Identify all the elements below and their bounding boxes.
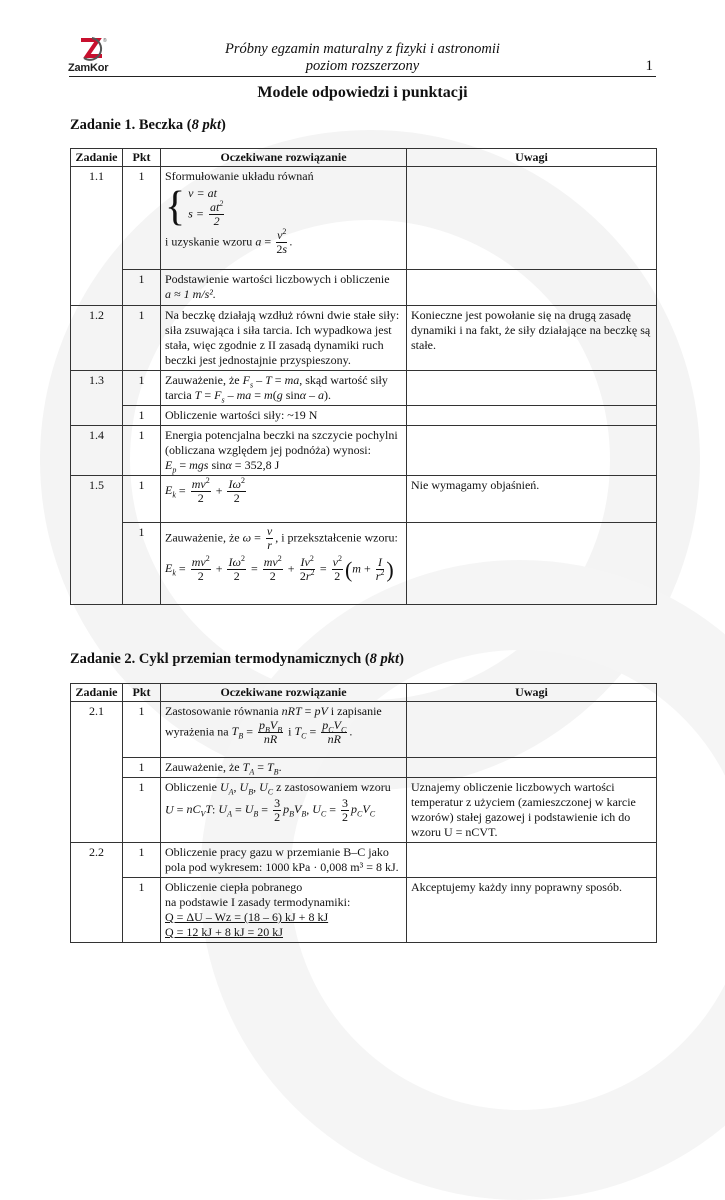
points: 1 (123, 702, 161, 758)
answer-cell: Obliczenie $U_A$, $U_B$, $U_C$ z zastosowaniem wzoru $U = nC_VT$: $U_A = U_B$ = $\frac{3}{2}$ $p_BV_B$, $U_C$ = $\frac{3}{2}$ $p_CV_C$ (161, 778, 407, 843)
col-header-task: Zadanie (71, 149, 123, 167)
col-header-answer: Oczekiwane rozwiązanie (161, 684, 407, 702)
task-id: 1.2 (71, 306, 123, 371)
table-row (71, 702, 657, 758)
page-header (200, 41, 525, 75)
points: 1 (123, 426, 161, 476)
notes-cell (407, 843, 657, 878)
table-row (71, 476, 657, 523)
notes-cell: Konieczne jest powołanie się na drugą zasadę dynamiki i na fakt, że siły działające na beczkę są stałe. (407, 306, 657, 371)
brace-symbol: { (165, 183, 186, 230)
task-id: 1.1 (71, 167, 123, 306)
table-header-row (71, 684, 657, 702)
header-title-line2: poziom rozszerzony (305, 58, 420, 74)
answer-cell: Zauważenie, że $F_s$ – T = ma, skąd wartość siły tarcia $T = F_s$ – ma = m(g sinα – a). (161, 371, 407, 406)
logo-text: ZamKor (68, 62, 109, 74)
notes-cell (407, 270, 657, 306)
notes-cell: Uznajemy obliczenie liczbowych wartości temperatur z użyciem (zamieszczonej w karcie wzorów) stałej gazowej i podstawienie ich do wzoru U = nCVT. (407, 778, 657, 843)
answer-cell: $E_k$ = $\frac{mv^2}{2}$ + $\frac{I\omega^2}{2}$ (161, 476, 407, 523)
notes-cell (407, 702, 657, 758)
notes-cell (407, 426, 657, 476)
col-header-pts: Pkt (123, 684, 161, 702)
equation-system: { v = at s = $\frac{at^2}{2}$ (165, 183, 224, 230)
col-header-pts: Pkt (123, 149, 161, 167)
table-row (71, 167, 657, 270)
table-row (71, 306, 657, 371)
points: 1 (123, 406, 161, 426)
scoring-table-z2 (70, 683, 657, 943)
col-header-task: Zadanie (71, 684, 123, 702)
answer-cell: Sformułowanie układu równań { v = at s = $\frac{at^2}{2}$ i uzyskanie wzoru a = $\frac{v^2}{2s}$ . (161, 167, 407, 270)
table-header-row (71, 149, 657, 167)
task-id: 2.1 (71, 702, 123, 843)
answer-cell: Na beczkę działają wzdłuż równi dwie stałe siły: siła zsuwająca i siła tarcia. Ich wypadkowa jest stała, więc zgodnie z II zasadą dynamiki ruch beczki jest jednostajnie przyspieszony. (161, 306, 407, 371)
points: 1 (123, 476, 161, 523)
answer-cell: Energia potencjalna beczki na szczycie pochylni (obliczana względem jej podnóża) wynosi: $E_p$ = mgs sinα = 352,8 J (161, 426, 407, 476)
section-title-z1: Zadanie 1. Beczka (8 pkt) (70, 117, 226, 133)
notes-cell (407, 167, 657, 270)
notes-cell (407, 371, 657, 406)
answer-cell: Podstawienie wartości liczbowych i obliczenie a ≈ 1 m/s². (161, 270, 407, 306)
table-row (71, 371, 657, 406)
notes-cell: Nie wymagamy objaśnień. (407, 476, 657, 523)
answer-cell: Obliczenie wartości siły: ~19 N (161, 406, 407, 426)
page-number: 1 (645, 58, 653, 74)
col-header-notes: Uwagi (407, 684, 657, 702)
svg-text:®: ® (103, 38, 107, 44)
document-title: Modele odpowiedzi i punktacji (257, 84, 468, 101)
points: 1 (123, 758, 161, 778)
table-row (71, 523, 657, 605)
table-row (71, 270, 657, 306)
section-title-z2: Zadanie 2. Cykl przemian termodynamicznych (8 pkt) (70, 651, 404, 667)
task-id: 1.3 (71, 371, 123, 426)
header-rule (69, 76, 656, 77)
points: 1 (123, 878, 161, 943)
task-id: 1.4 (71, 426, 123, 476)
notes-cell (407, 758, 657, 778)
points: 1 (123, 778, 161, 843)
notes-cell: Akceptujemy każdy inny poprawny sposób. (407, 878, 657, 943)
points: 1 (123, 523, 161, 605)
kinetic-energy-formula: $E_k$ = $\frac{mv^2}{2}$ + $\frac{I\omega^2}{2}$ = $\frac{mv^2}{2}$ + $\frac{Iv^2}{2r^2}$ = $\frac{v^2}{2}$ (m + $\frac{I}{r^2}$ ) (165, 554, 394, 583)
table-row (71, 778, 657, 843)
answer-cell: Obliczenie ciepła pobranego na podstawie I zasady termodynamiki: Q = ΔU – Wz = (18 – 6) kJ + 8 kJ Q = 12 kJ + 8 kJ = 20 kJ (161, 878, 407, 943)
table-row (71, 426, 657, 476)
points: 1 (123, 167, 161, 270)
zamkor-logo-icon (78, 36, 108, 62)
table-row (71, 878, 657, 943)
task-id: 1.5 (71, 476, 123, 605)
answer-cell: Zauważenie, że $T_A = T_B$. (161, 758, 407, 778)
table-row (71, 843, 657, 878)
scoring-table-z1 (70, 148, 657, 605)
answer-cell: Zauważenie, że ω = $\frac{v}{r}$ , i przekształcenie wzoru: $E_k$ = $\frac{mv^2}{2}$ + $\frac{I\omega^2}{2}$ = $\frac{mv^2}{2}$ + $\frac{Iv^2}{2r^2}$ = $\frac{v^2}{2}$ (m + $\frac{I}{r^2}$ ) (161, 523, 407, 605)
col-header-answer: Oczekiwane rozwiązanie (161, 149, 407, 167)
answer-cell: Zastosowanie równania nRT = pV i zapisanie wyrażenia na $T_B$ = $\frac{p_BV_B}{nR}$ i $T_C$ = $\frac{p_CV_C}{nR}$ . (161, 702, 407, 758)
answer-cell: Obliczenie pracy gazu w przemianie B–C jako pola pod wykresem: 1000 kPa · 0,008 m³ = 8 kJ. (161, 843, 407, 878)
points: 1 (123, 371, 161, 406)
points: 1 (123, 306, 161, 371)
notes-cell (407, 523, 657, 605)
table-row (71, 406, 657, 426)
task-id: 2.2 (71, 843, 123, 943)
zamkor-logo (68, 36, 118, 78)
table-row (71, 758, 657, 778)
header-title-line1: Próbny egzamin maturalny z fizyki i astronomii (225, 41, 500, 57)
col-header-notes: Uwagi (407, 149, 657, 167)
notes-cell (407, 406, 657, 426)
points: 1 (123, 270, 161, 306)
points: 1 (123, 843, 161, 878)
